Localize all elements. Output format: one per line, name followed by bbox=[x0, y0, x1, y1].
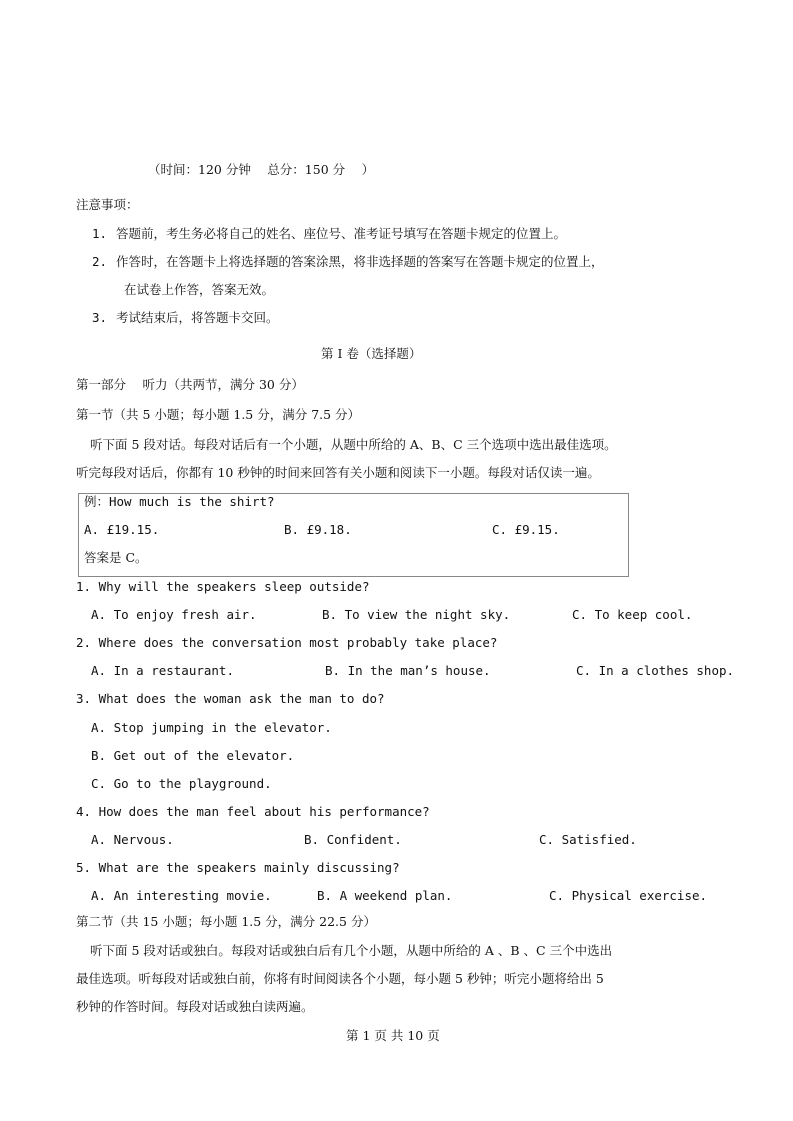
q3-option-b: B. Get out of the elevator. bbox=[91, 748, 295, 763]
q5-option-c: C. Physical exercise. bbox=[549, 888, 708, 903]
section2-instruction-3: 秒钟的作答时间。每段对话或独白读两遍。 bbox=[76, 999, 314, 1014]
q4-option-a: A. Nervous. bbox=[91, 832, 174, 847]
example-option-b: B. £9.18. bbox=[284, 522, 352, 537]
q1-option-b: B. To view the night sky. bbox=[322, 607, 511, 622]
section1-instruction-2: 听完每段对话后，你都有 10 秒钟的时间来回答有关小题和阅读下一小题。每段对话仅读一遍。 bbox=[76, 465, 600, 480]
volume-title: 第 I 卷（选择题） bbox=[321, 346, 422, 361]
notice-item-2-cont: 在试卷上作答，答案无效。 bbox=[124, 282, 275, 297]
q1-option-a: A. To enjoy fresh air. bbox=[91, 607, 257, 622]
q1-option-c: C. To keep cool. bbox=[572, 607, 693, 622]
section1-title: 第一节（共 5 小题；每小题 1.5 分，满分 7.5 分） bbox=[76, 407, 361, 422]
question-1: 1. Why will the speakers sleep outside? bbox=[76, 579, 370, 594]
q4-option-b: B. Confident. bbox=[304, 832, 402, 847]
notice-item-1: 答题前，考生务必将自己的姓名、座位号、准考证号填写在答题卡规定的位置上。 bbox=[116, 226, 567, 241]
question-5: 5. What are the speakers mainly discussing? bbox=[76, 860, 400, 875]
q3-option-c: C. Go to the playground. bbox=[91, 776, 272, 791]
q5-option-a: A. An interesting movie. bbox=[91, 888, 272, 903]
part1-title: 第一部分 听力（共两节，满分 30 分） bbox=[76, 377, 304, 392]
q2-option-c: C. In a clothes shop. bbox=[576, 663, 735, 678]
example-answer: 答案是 C。 bbox=[84, 550, 148, 565]
question-4: 4. How does the man feel about his performance? bbox=[76, 804, 430, 819]
section2-instruction-1: 听下面 5 段对话或独白。每段对话或独白后有几个小题，从题中所给的 A 、B 、C 三个中选出 bbox=[90, 943, 613, 958]
notice-item-1-num: 1. bbox=[92, 226, 108, 241]
example-option-a: A. £19.15. bbox=[84, 522, 160, 537]
exam-time-info: （时间：120 分钟 总分：150 分 ） bbox=[148, 162, 375, 177]
notice-item-2: 作答时，在答题卡上将选择题的答案涂黑，将非选择题的答案写在答题卡规定的位置上， bbox=[116, 254, 604, 269]
page-footer: 第 1 页 共 10 页 bbox=[346, 1028, 440, 1043]
notice-item-3-num: 3. bbox=[92, 310, 108, 325]
example-question: 例：How much is the shirt? bbox=[84, 494, 275, 509]
q2-option-b: B. In the man’s house. bbox=[325, 663, 491, 678]
notice-title: 注意事项： bbox=[76, 197, 139, 212]
example-option-c: C. £9.15. bbox=[492, 522, 560, 537]
question-2: 2. Where does the conversation most probably take place? bbox=[76, 635, 498, 650]
section2-title: 第二节（共 15 小题；每小题 1.5 分，满分 22.5 分） bbox=[76, 914, 376, 929]
question-3: 3. What does the woman ask the man to do? bbox=[76, 691, 385, 706]
section2-instruction-2: 最佳选项。听每段对话或独白前，你将有时间阅读各个小题，每小题 5 秒钟；听完小题将给出 5 bbox=[76, 971, 604, 986]
section1-instruction-1: 听下面 5 段对话。每段对话后有一个小题，从题中所给的 A、B、C 三个选项中选出最佳选项。 bbox=[90, 437, 617, 452]
q4-option-c: C. Satisfied. bbox=[539, 832, 637, 847]
q5-option-b: B. A weekend plan. bbox=[317, 888, 453, 903]
q3-option-a: A. Stop jumping in the elevator. bbox=[91, 720, 332, 735]
q2-option-a: A. In a restaurant. bbox=[91, 663, 234, 678]
notice-item-2-num: 2. bbox=[92, 254, 108, 269]
notice-item-3: 考试结束后，将答题卡交回。 bbox=[116, 310, 279, 325]
